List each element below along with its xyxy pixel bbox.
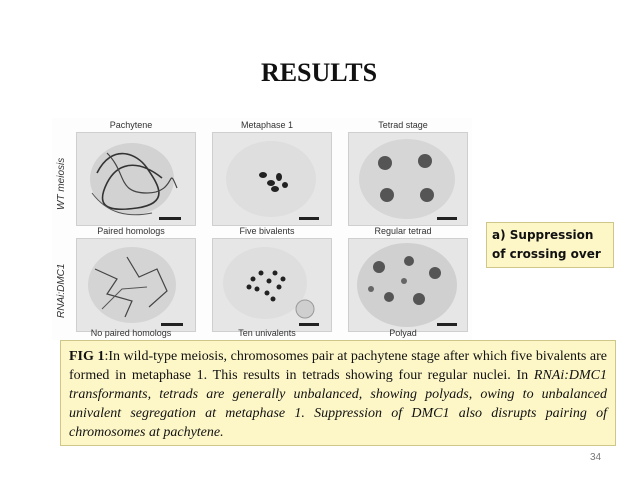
row-label-wt: WT meiosis	[56, 157, 67, 210]
micrograph-pachytene-wt	[76, 132, 196, 226]
micrograph-polyad-rnai	[348, 238, 468, 332]
column-title-metaphase: Metaphase 1	[240, 120, 294, 130]
micrograph-metaphase-wt	[212, 132, 332, 226]
micrograph-figure	[52, 118, 472, 340]
caption-paired-homologs: Paired homologs	[97, 226, 165, 236]
column-title-pachytene: Pachytene	[109, 120, 153, 130]
micrograph-tetrad-wt	[348, 132, 468, 226]
figure-caption-italic-text: RNAi:DMC1 transformants, tetrads are generally unbalanced, showing polyads, owing to unbalanced univalent segregation at metaphase 1. Suppression of DMC1 also disrupts pairing of chromosomes at pachytene.	[69, 368, 607, 440]
column-title-tetrad: Tetrad stage	[378, 120, 428, 130]
micrograph-metaphase-rnai	[212, 238, 332, 332]
micrograph-pachytene-rnai	[76, 238, 196, 332]
figure-caption-label: FIG 1	[69, 349, 105, 364]
caption-ten-univalents: Ten univalents	[238, 328, 296, 338]
caption-five-bivalents: Five bivalents	[239, 226, 295, 236]
page-number: 34	[590, 452, 602, 463]
figure-caption-text: :In wild-type meiosis, chromosomes pair at pachytene stage after which five bivalents are formed in metaphase 1. This results in tetrads showing four regular nuclei. In	[69, 349, 608, 383]
figure-caption-box	[60, 340, 616, 446]
annotation-note: a) Suppression of crossing over	[486, 222, 614, 268]
row-label-rnai: RNAi:DMC1	[56, 263, 67, 318]
caption-regular-tetrad: Regular tetrad	[374, 226, 432, 236]
caption-no-paired-homologs: No paired homologs	[90, 328, 172, 338]
slide-title: RESULTS	[260, 58, 378, 87]
caption-polyad: Polyad	[389, 328, 417, 338]
